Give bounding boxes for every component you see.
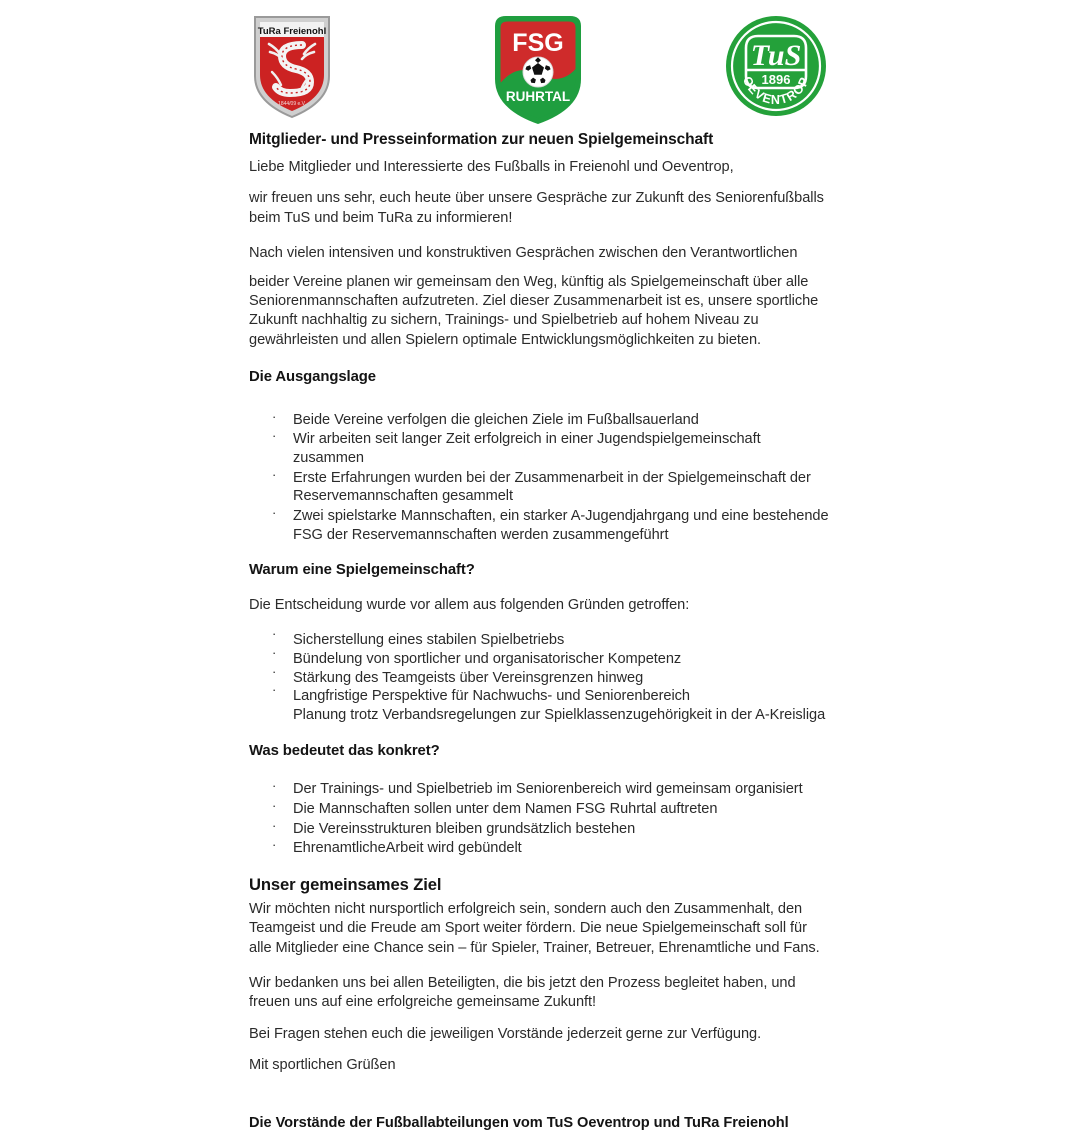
document-body bbox=[249, 130, 831, 1133]
list-item bbox=[249, 626, 831, 650]
page-title: Mitglieder- und Presseinformation zur neuen Spielgemeinschaft bbox=[249, 131, 714, 148]
list-item-label: Erste Erfahrungen wurden bei der Zusammenarbeit in der Spielgemeinschaft der Reservemannschaften gesammelt bbox=[293, 469, 811, 505]
list-item-label: Die Mannschaften sollen unter dem Namen FSG Ruhrtal auftreten bbox=[293, 801, 718, 818]
list-item-continuation bbox=[249, 706, 831, 725]
list-item-label: EhrenamtlicheArbeit wird gebündelt bbox=[293, 840, 522, 857]
tus-oeventrop-logo bbox=[724, 14, 828, 118]
bullet-dot-icon: · bbox=[272, 663, 277, 679]
bullet-dot-icon: · bbox=[272, 837, 277, 853]
svg-text:TuS: TuS bbox=[750, 39, 802, 72]
closing-signature: Die Vorstände der Fußballabteilungen vom TuS Oeventrop und TuRa Freienohl bbox=[249, 1114, 789, 1131]
lead-warum: Die Entscheidung wurde vor allem aus folgenden Gründen getroffen: bbox=[249, 596, 690, 613]
list-item-label: Bündelung von sportlicher und organisatorischer Kompetenz bbox=[293, 650, 682, 667]
list-item bbox=[249, 817, 831, 839]
svg-text:OEVENTROP: OEVENTROP bbox=[739, 74, 812, 108]
svg-text:RUHRTAL: RUHRTAL bbox=[505, 89, 571, 104]
list-item bbox=[249, 504, 831, 544]
club-logo-row bbox=[0, 0, 1080, 130]
bullet-list-warum bbox=[249, 626, 831, 725]
list-item-label: Der Trainings- und Spielbetrieb im Seniorenbereich wird gemeinsam organisiert bbox=[293, 781, 803, 798]
list-item-label: Die Vereinsstrukturen bleiben grundsätzlich bestehen bbox=[293, 820, 636, 837]
list-item bbox=[249, 408, 831, 430]
bullet-dot-icon: · bbox=[272, 408, 277, 424]
bullet-dot-icon: · bbox=[272, 466, 277, 482]
section-heading-ziel: Unser gemeinsames Ziel bbox=[249, 875, 442, 895]
list-item-label: Planung trotz Verbandsregelungen zur Spielklassenzugehörigkeit in der A-Kreisliga bbox=[293, 707, 826, 724]
list-item bbox=[249, 430, 831, 467]
paragraph-1: Nach vielen intensiven und konstruktiven Gesprächen zwischen den Verantwortlichen bbox=[249, 245, 798, 262]
list-item bbox=[249, 780, 831, 799]
bullet-list-ausgangslage bbox=[249, 408, 831, 545]
list-item bbox=[249, 663, 831, 688]
svg-text:FSG: FSG bbox=[512, 29, 564, 57]
tura-freienohl-logo bbox=[252, 14, 332, 120]
list-item bbox=[249, 800, 831, 819]
salutation: Liebe Mitglieder und Interessierte des Fußballs in Freienohl und Oeventrop, bbox=[249, 158, 734, 175]
ziel-paragraph-1: Wir möchten nicht nursportlich erfolgreich sein, sondern auch den Zusammenhalt, den Teamgeist und die Freude am Sport weiter fördern. Die neue Spielgemeinschaft soll für alle Mitglieder eine Chance sein – für Spieler, Trainer, Betreuer, Ehrenamtliche und Fans. bbox=[249, 900, 820, 956]
list-item-label: Sicherstellung eines stabilen Spielbetriebs bbox=[293, 632, 565, 649]
bullet-dot-icon: · bbox=[272, 504, 277, 520]
list-item-label: Zwei spielstarke Mannschaften, ein starker A-Jugendjahrgang und eine bestehende FSG der Reservemannschaften werden zusammengeführt bbox=[293, 507, 829, 543]
list-item bbox=[249, 466, 831, 506]
fsg-ruhrtal-logo bbox=[492, 14, 584, 126]
paragraph-2: beider Vereine planen wir gemeinsam den Weg, künftig als Spielgemeinschaft über alle Seniorenmannschaften aufzutreten. Ziel dieser Zusammenarbeit ist es, unsere sportliche Zukunft nachhaltig zu sichern, Trainings- und Spielbetrieb auf hohem Niveau zu gewährleisten und allen Spielern optimale Entwicklungsmöglichkeiten zu bieten. bbox=[249, 273, 819, 348]
list-item bbox=[249, 839, 831, 858]
sign-off: Mit sportlichen Grüßen bbox=[249, 1057, 396, 1074]
svg-text:1844/09 e.V.: 1844/09 e.V. bbox=[278, 101, 306, 107]
list-item-label: Beide Vereine verfolgen die gleichen Ziele im Fußballsauerland bbox=[293, 411, 699, 428]
list-item bbox=[249, 644, 831, 669]
bullet-dot-icon: · bbox=[272, 626, 277, 642]
section-heading-ausgangslage: Die Ausgangslage bbox=[249, 369, 376, 386]
bullet-dot-icon: · bbox=[272, 428, 277, 444]
bullet-dot-icon: · bbox=[272, 798, 277, 814]
list-item-label: Langfristige Perspektive für Nachwuchs- und Seniorenbereich bbox=[293, 688, 690, 705]
intro-paragraph: wir freuen uns sehr, euch heute über unsere Gespräche zur Zukunft des Seniorenfußballs beim TuS und beim TuRa zu informieren! bbox=[249, 190, 824, 226]
svg-text:1896: 1896 bbox=[761, 72, 791, 87]
bullet-list-konkret bbox=[249, 780, 831, 858]
svg-text:TuRa Freienohl: TuRa Freienohl bbox=[257, 26, 327, 37]
list-item bbox=[249, 682, 831, 706]
list-item-label: Wir arbeiten seit langer Zeit erfolgreich in einer Jugendspielgemeinschaft zusammen bbox=[293, 431, 761, 466]
list-item-label: Stärkung des Teamgeists über Vereinsgrenzen hinweg bbox=[293, 669, 644, 686]
ziel-paragraph-3: Bei Fragen stehen euch die jeweiligen Vorstände jederzeit gerne zur Verfügung. bbox=[249, 1025, 762, 1042]
ziel-paragraph-2: Wir bedanken uns bei allen Beteiligten, die bis jetzt den Prozess begleitet haben, und freuen uns auf eine erfolgreiche gemeinsame Zukunft! bbox=[249, 974, 796, 1011]
section-heading-konkret: Was bedeutet das konkret? bbox=[249, 743, 440, 760]
bullet-dot-icon: · bbox=[272, 682, 277, 698]
section-heading-warum: Warum eine Spielgemeinschaft? bbox=[249, 562, 475, 579]
bullet-dot-icon: · bbox=[272, 644, 277, 660]
bullet-dot-icon: · bbox=[272, 778, 277, 794]
bullet-dot-icon: · bbox=[272, 817, 277, 833]
